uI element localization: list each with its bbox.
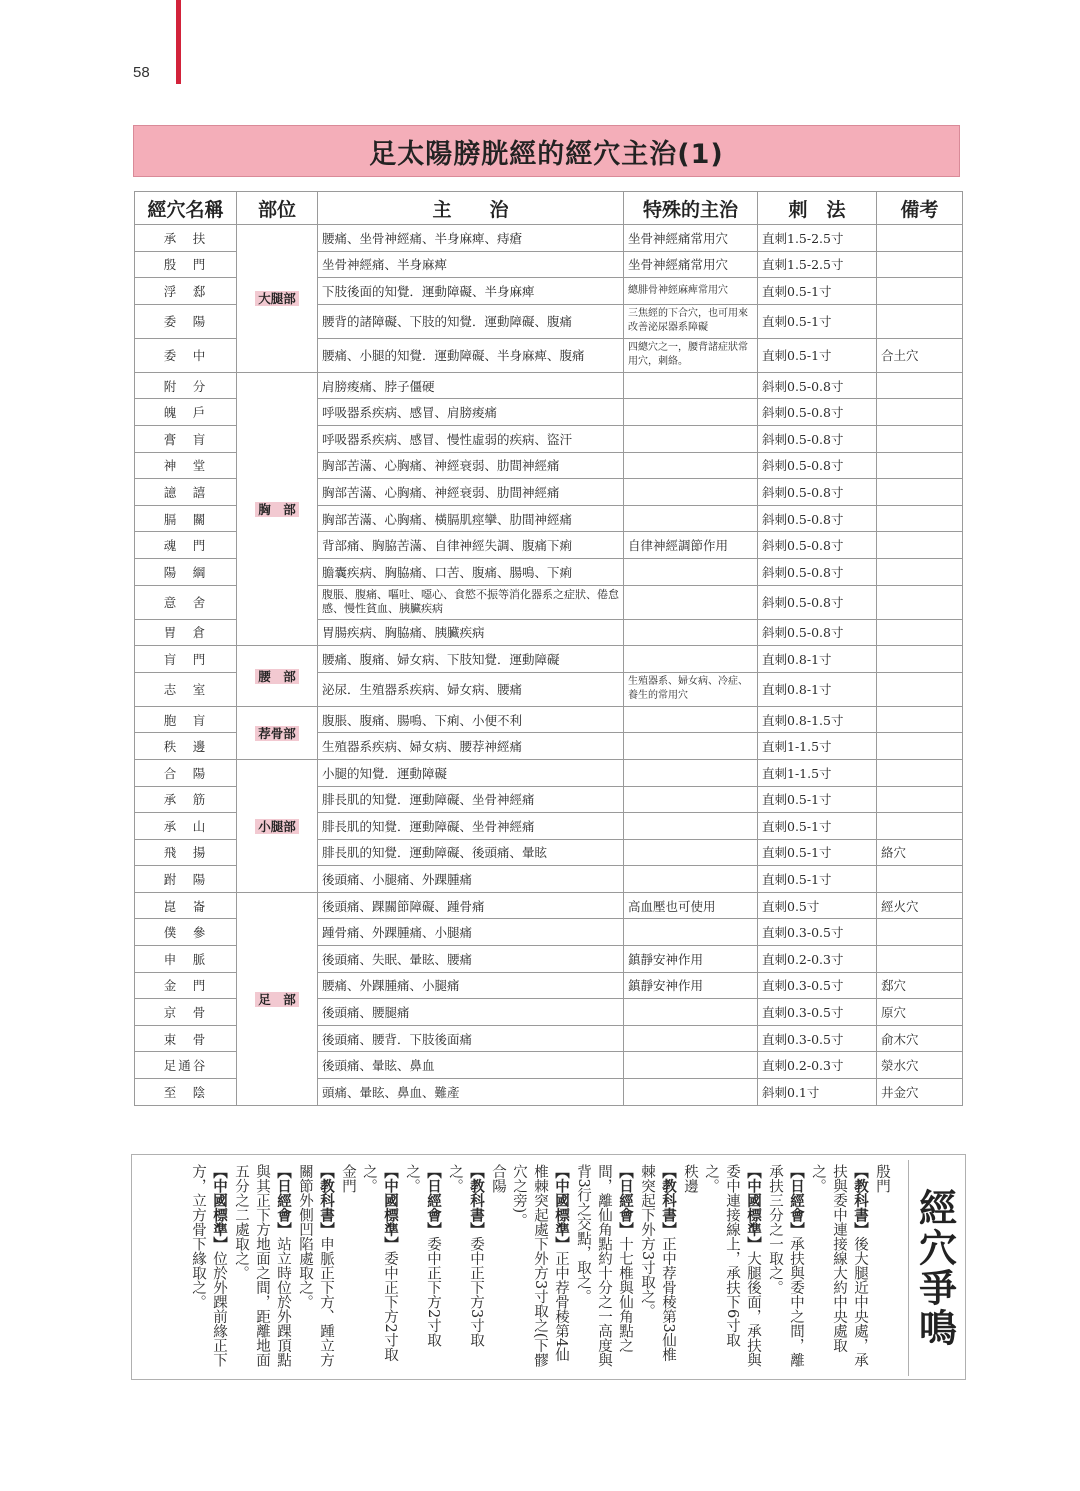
remark [877, 919, 963, 946]
source-text: 站立時位於外踝頂點與其正下方地面之間，距離地面五分之二處取之。 [233, 1164, 291, 1367]
main-indication: 胸部苦滿、心胸痛、橫膈肌痙攣、肋間神經痛 [318, 505, 624, 532]
needling: 直刺0.8-1寸 [758, 646, 877, 673]
remark: 絡穴 [877, 839, 963, 866]
main-indication: 呼吸器系疾病、感冒、肩膀痠痛 [318, 399, 624, 426]
special-indication [624, 839, 758, 866]
debate-entry [636, 1164, 679, 1374]
point-name: 陽 綱 [135, 558, 237, 585]
special-indication [624, 425, 758, 452]
remark: 合土穴 [877, 338, 963, 372]
remark [877, 946, 963, 973]
debate-entry [700, 1164, 764, 1374]
remark [877, 813, 963, 840]
source-text: 承扶與委中之間，離承扶三分之一取之。 [767, 1164, 804, 1367]
needling: 直刺0.5-1寸 [758, 866, 877, 893]
remark [877, 532, 963, 559]
special-indication [624, 919, 758, 946]
main-indication: 腰痛、小腿的知覺．運動障礙、半身麻痺、腹痛 [318, 338, 624, 372]
source-tag: 【教科書】 [852, 1164, 869, 1237]
main-indication: 腹脹、腹痛、嘔吐、噁心、食慾不振等消化器系之症狀、倦怠感、慢性貧血、胰臟疾病 [318, 585, 624, 619]
header-note: 備考 [877, 192, 963, 225]
special-indication [624, 866, 758, 893]
remark [877, 706, 963, 733]
special-indication: 鎮靜安神作用 [624, 972, 758, 999]
point-name: 崑 崙 [135, 892, 237, 919]
table-row [135, 759, 963, 786]
main-indication: 頭痛、暈眩、鼻血、難產 [318, 1079, 624, 1106]
special-indication [624, 1025, 758, 1052]
source-tag: 【日經會】 [275, 1164, 292, 1237]
zone-label: 小腿部 [255, 819, 299, 834]
point-name: 京 骨 [135, 999, 237, 1026]
zone-cell [237, 892, 318, 1105]
needling: 直刺0.5-1寸 [758, 304, 877, 338]
needling: 直刺1.5-2.5寸 [758, 251, 877, 278]
debate-text [152, 1164, 892, 1374]
needling: 斜刺0.1寸 [758, 1079, 877, 1106]
page-title: 足太陽膀胱經的經穴主治(1) [369, 138, 724, 170]
needling: 直刺0.5-1寸 [758, 813, 877, 840]
needling: 直刺0.8-1寸 [758, 672, 877, 706]
remark: 郄穴 [877, 972, 963, 999]
needling: 直刺0.5寸 [758, 892, 877, 919]
debate-entry [294, 1164, 337, 1374]
remark [877, 251, 963, 278]
remark [877, 452, 963, 479]
debate-head: 秩邊 [682, 1164, 698, 1193]
special-indication: 四總穴之一，腰背諸症狀常用穴，刺絡。 [624, 338, 758, 372]
source-text: 位於外踝前緣正下方，立方骨下緣取之。 [190, 1164, 227, 1367]
special-indication: 坐骨神經痛常用穴 [624, 225, 758, 252]
point-name: 合 陽 [135, 759, 237, 786]
point-name: 飛 揚 [135, 839, 237, 866]
point-name: 秩 邊 [135, 733, 237, 760]
needling: 直刺0.3-0.5寸 [758, 1025, 877, 1052]
special-indication: 生殖器系、婦女病、冷症、養生的常用穴 [624, 672, 758, 706]
special-indication [624, 706, 758, 733]
source-text: 正中荐骨稜第3仙椎棘突起下外方3寸取之。 [639, 1164, 676, 1362]
zone-cell [237, 225, 318, 373]
debate-entry [508, 1164, 572, 1374]
point-name: 足通谷 [135, 1052, 237, 1079]
point-name: 殷 門 [135, 251, 237, 278]
point-name: 志 室 [135, 672, 237, 706]
needling: 斜刺0.5-0.8寸 [758, 532, 877, 559]
remark: 俞木穴 [877, 1025, 963, 1052]
point-name: 金 門 [135, 972, 237, 999]
special-indication: 高血壓也可使用 [624, 892, 758, 919]
remark [877, 479, 963, 506]
main-indication: 後頭痛、失眠、暈眩、腰痛 [318, 946, 624, 973]
source-text: 十七椎與仙角點之間，離仙角點約十分之一高度與背3行之交點，取之。 [575, 1164, 633, 1367]
needling: 斜刺0.5-0.8寸 [758, 619, 877, 646]
special-indication [624, 452, 758, 479]
source-text: 後大腿近中央處，承扶與委中連接線大約中央處取之。 [810, 1164, 868, 1367]
special-indication [624, 479, 758, 506]
main-indication: 呼吸器系疾病、感冒、慢性虛弱的疾病、盜汗 [318, 425, 624, 452]
source-tag: 【日經會】 [425, 1164, 442, 1237]
special-indication [624, 646, 758, 673]
point-name: 附 分 [135, 372, 237, 399]
source-text: 大腿後面，承扶與委中連接線上，承扶下6寸取之。 [703, 1164, 761, 1367]
point-name: 束 骨 [135, 1025, 237, 1052]
needling: 直刺0.5-1寸 [758, 786, 877, 813]
needling: 直刺0.3-0.5寸 [758, 919, 877, 946]
needling: 直刺1-1.5寸 [758, 759, 877, 786]
acupoint-table [134, 191, 963, 1106]
source-tag: 【日經會】 [617, 1164, 634, 1237]
point-name: 承 扶 [135, 225, 237, 252]
needling: 斜刺0.5-0.8寸 [758, 425, 877, 452]
source-tag: 【中國標準】 [211, 1164, 228, 1251]
needling: 直刺0.5-1寸 [758, 278, 877, 305]
zone-cell [237, 646, 318, 707]
remark [877, 866, 963, 893]
main-indication: 胸部苦滿、心胸痛、神經衰弱、肋間神經痛 [318, 452, 624, 479]
source-tag: 【教科書】 [468, 1164, 485, 1237]
needling: 直刺1-1.5寸 [758, 733, 877, 760]
main-indication: 坐骨神經痛、半身麻痺 [318, 251, 624, 278]
main-indication: 胸部苦滿、心胸痛、神經衰弱、肋間神經痛 [318, 479, 624, 506]
special-indication [624, 733, 758, 760]
point-name: 膈 關 [135, 505, 237, 532]
needling: 斜刺0.5-0.8寸 [758, 372, 877, 399]
debate-entry [444, 1164, 487, 1374]
header-main: 主 治 [318, 192, 624, 225]
needling: 直刺0.3-0.5寸 [758, 999, 877, 1026]
point-name: 膏 肓 [135, 425, 237, 452]
main-indication: 踵骨痛、外踝腫痛、小腿痛 [318, 919, 624, 946]
remark [877, 585, 963, 619]
zone-label: 胸 部 [255, 502, 299, 517]
zone-cell [237, 706, 318, 759]
main-indication: 腓長肌的知覺．運動障礙、坐骨神經痛 [318, 813, 624, 840]
debate-entry [187, 1164, 230, 1374]
special-indication [624, 558, 758, 585]
main-indication: 肩膀痠痛、脖子僵硬 [318, 372, 624, 399]
point-name: 意 舍 [135, 585, 237, 619]
table-header-row [135, 192, 963, 225]
remark: 井金穴 [877, 1079, 963, 1106]
main-indication: 腰背的諸障礙、下肢的知覺．運動障礙、腹痛 [318, 304, 624, 338]
special-indication: 三焦經的下合穴，也可用來改善泌尿器系障礙 [624, 304, 758, 338]
table-row [135, 706, 963, 733]
zone-label: 荐骨部 [255, 726, 299, 741]
main-indication: 下肢後面的知覺．運動障礙、半身麻痺 [318, 278, 624, 305]
main-indication: 腓長肌的知覺．運動障礙、坐骨神經痛 [318, 786, 624, 813]
header-name: 經穴名稱 [135, 192, 237, 225]
point-name: 僕 參 [135, 919, 237, 946]
needling: 斜刺0.5-0.8寸 [758, 399, 877, 426]
source-tag: 【教科書】 [318, 1164, 335, 1237]
remark [877, 672, 963, 706]
zone-cell [237, 372, 318, 645]
source-text: 申脈正下方、踵立方關節外側凹陷處取之。 [297, 1164, 334, 1367]
point-name: 至 陰 [135, 1079, 237, 1106]
remark: 經火穴 [877, 892, 963, 919]
point-name: 魄 戶 [135, 399, 237, 426]
point-name: 承 筋 [135, 786, 237, 813]
main-indication: 生殖器系疾病、婦女病、腰荐神經痛 [318, 733, 624, 760]
needling: 直刺0.5-1寸 [758, 839, 877, 866]
remark [877, 759, 963, 786]
special-indication [624, 372, 758, 399]
special-indication: 總腓骨神經麻痺常用穴 [624, 278, 758, 305]
zone-label: 腰 部 [255, 669, 299, 684]
table-row [135, 372, 963, 399]
point-name: 委 陽 [135, 304, 237, 338]
page-number: 58 [133, 64, 150, 81]
header-zone: 部位 [237, 192, 318, 225]
debate-head: 殷門 [874, 1164, 890, 1193]
source-tag: 【中國標準】 [745, 1164, 762, 1251]
main-indication: 後頭痛、暈眩、鼻血 [318, 1052, 624, 1079]
special-indication: 自律神經調節作用 [624, 532, 758, 559]
special-indication [624, 999, 758, 1026]
point-name: 委 中 [135, 338, 237, 372]
remark [877, 558, 963, 585]
remark [877, 505, 963, 532]
main-indication: 腰痛、坐骨神經痛、半身麻痺、痔瘡 [318, 225, 624, 252]
remark [877, 619, 963, 646]
needling: 斜刺0.5-0.8寸 [758, 479, 877, 506]
point-name: 胞 肓 [135, 706, 237, 733]
special-indication [624, 1079, 758, 1106]
remark: 滎水穴 [877, 1052, 963, 1079]
table-row [135, 646, 963, 673]
needling: 斜刺0.5-0.8寸 [758, 585, 877, 619]
zone-cell [237, 759, 318, 892]
source-tag: 【中國標準】 [553, 1164, 570, 1251]
debate-head: 金門 [340, 1164, 356, 1193]
point-name: 跗 陽 [135, 866, 237, 893]
special-indication: 鎮靜安神作用 [624, 946, 758, 973]
source-tag: 【中國標準】 [382, 1164, 399, 1251]
main-indication: 腰痛、腹痛、婦女病、下肢知覺．運動障礙 [318, 646, 624, 673]
header-special: 特殊的主治 [624, 192, 758, 225]
main-indication: 膽囊疾病、胸脇痛、口苦、腹痛、腸鳴、下痢 [318, 558, 624, 585]
needling: 斜刺0.5-0.8寸 [758, 558, 877, 585]
main-indication: 背部痛、胸脇苦滿、自律神經失調、腹痛下痢 [318, 532, 624, 559]
needling: 直刺0.2-0.3寸 [758, 946, 877, 973]
remark [877, 304, 963, 338]
point-name: 肓 門 [135, 646, 237, 673]
source-tag: 【日經會】 [788, 1164, 805, 1237]
debate-entry [230, 1164, 294, 1374]
needling: 直刺0.5-1寸 [758, 338, 877, 372]
point-name: 浮 郄 [135, 278, 237, 305]
special-indication [624, 759, 758, 786]
special-indication [624, 585, 758, 619]
main-indication: 後頭痛、腰背．下肢後面痛 [318, 1025, 624, 1052]
main-indication: 腓長肌的知覺．運動障礙、後頭痛、暈眩 [318, 839, 624, 866]
source-text: 正中荐骨稜第4仙椎棘突起處下外方3寸取之(下髎穴之旁)。 [511, 1164, 569, 1368]
debate-entry [358, 1164, 401, 1374]
main-indication: 後頭痛、小腿痛、外踝腫痛 [318, 866, 624, 893]
page-edge-marker [176, 0, 181, 84]
remark [877, 646, 963, 673]
main-indication: 胃腸疾病、胸脇痛、胰臟疾病 [318, 619, 624, 646]
zone-label: 大腿部 [255, 291, 299, 306]
point-name: 承 山 [135, 813, 237, 840]
main-indication: 小腿的知覺．運動障礙 [318, 759, 624, 786]
remark: 原穴 [877, 999, 963, 1026]
needling: 斜刺0.5-0.8寸 [758, 452, 877, 479]
remark [877, 425, 963, 452]
remark [877, 372, 963, 399]
point-name: 譩 譆 [135, 479, 237, 506]
point-name: 申 脈 [135, 946, 237, 973]
remark [877, 786, 963, 813]
needling: 直刺0.8-1.5寸 [758, 706, 877, 733]
table-row [135, 225, 963, 252]
special-indication [624, 813, 758, 840]
special-indication: 坐骨神經痛常用穴 [624, 251, 758, 278]
needling: 直刺1.5-2.5寸 [758, 225, 877, 252]
debate-entry [401, 1164, 444, 1374]
special-indication [624, 505, 758, 532]
remark [877, 225, 963, 252]
special-indication [624, 399, 758, 426]
table-row [135, 892, 963, 919]
needling: 直刺0.2-0.3寸 [758, 1052, 877, 1079]
header-needle: 刺 法 [758, 192, 877, 225]
debate-entry [764, 1164, 807, 1374]
remark [877, 278, 963, 305]
main-indication: 腰痛、外踝腫痛、小腿痛 [318, 972, 624, 999]
source-text: 委中正下方2寸取之。 [404, 1164, 441, 1348]
point-name: 神 堂 [135, 452, 237, 479]
debate-entry [572, 1164, 636, 1374]
point-name: 魂 門 [135, 532, 237, 559]
main-indication: 後頭痛、腰腿痛 [318, 999, 624, 1026]
debate-entry [807, 1164, 871, 1374]
debate-head: 合陽 [490, 1164, 506, 1193]
source-text: 委中正下方2寸取之。 [361, 1164, 398, 1362]
point-name: 胃 倉 [135, 619, 237, 646]
title-banner [133, 125, 960, 177]
main-indication: 泌尿．生殖器系疾病、婦女病、腰痛 [318, 672, 624, 706]
special-indication [624, 619, 758, 646]
needling: 斜刺0.5-0.8寸 [758, 505, 877, 532]
source-tag: 【教科書】 [660, 1164, 677, 1237]
debate-title: 經穴爭鳴 [908, 1160, 961, 1376]
zone-label: 足 部 [255, 992, 299, 1007]
main-indication: 腹脹、腹痛、腸鳴、下痢、小便不利 [318, 706, 624, 733]
source-text: 委中正下方3寸取之。 [447, 1164, 484, 1348]
remark [877, 733, 963, 760]
needling: 直刺0.3-0.5寸 [758, 972, 877, 999]
special-indication [624, 1052, 758, 1079]
special-indication [624, 786, 758, 813]
remark [877, 399, 963, 426]
main-indication: 後頭痛、踝關節障礙、踵骨痛 [318, 892, 624, 919]
